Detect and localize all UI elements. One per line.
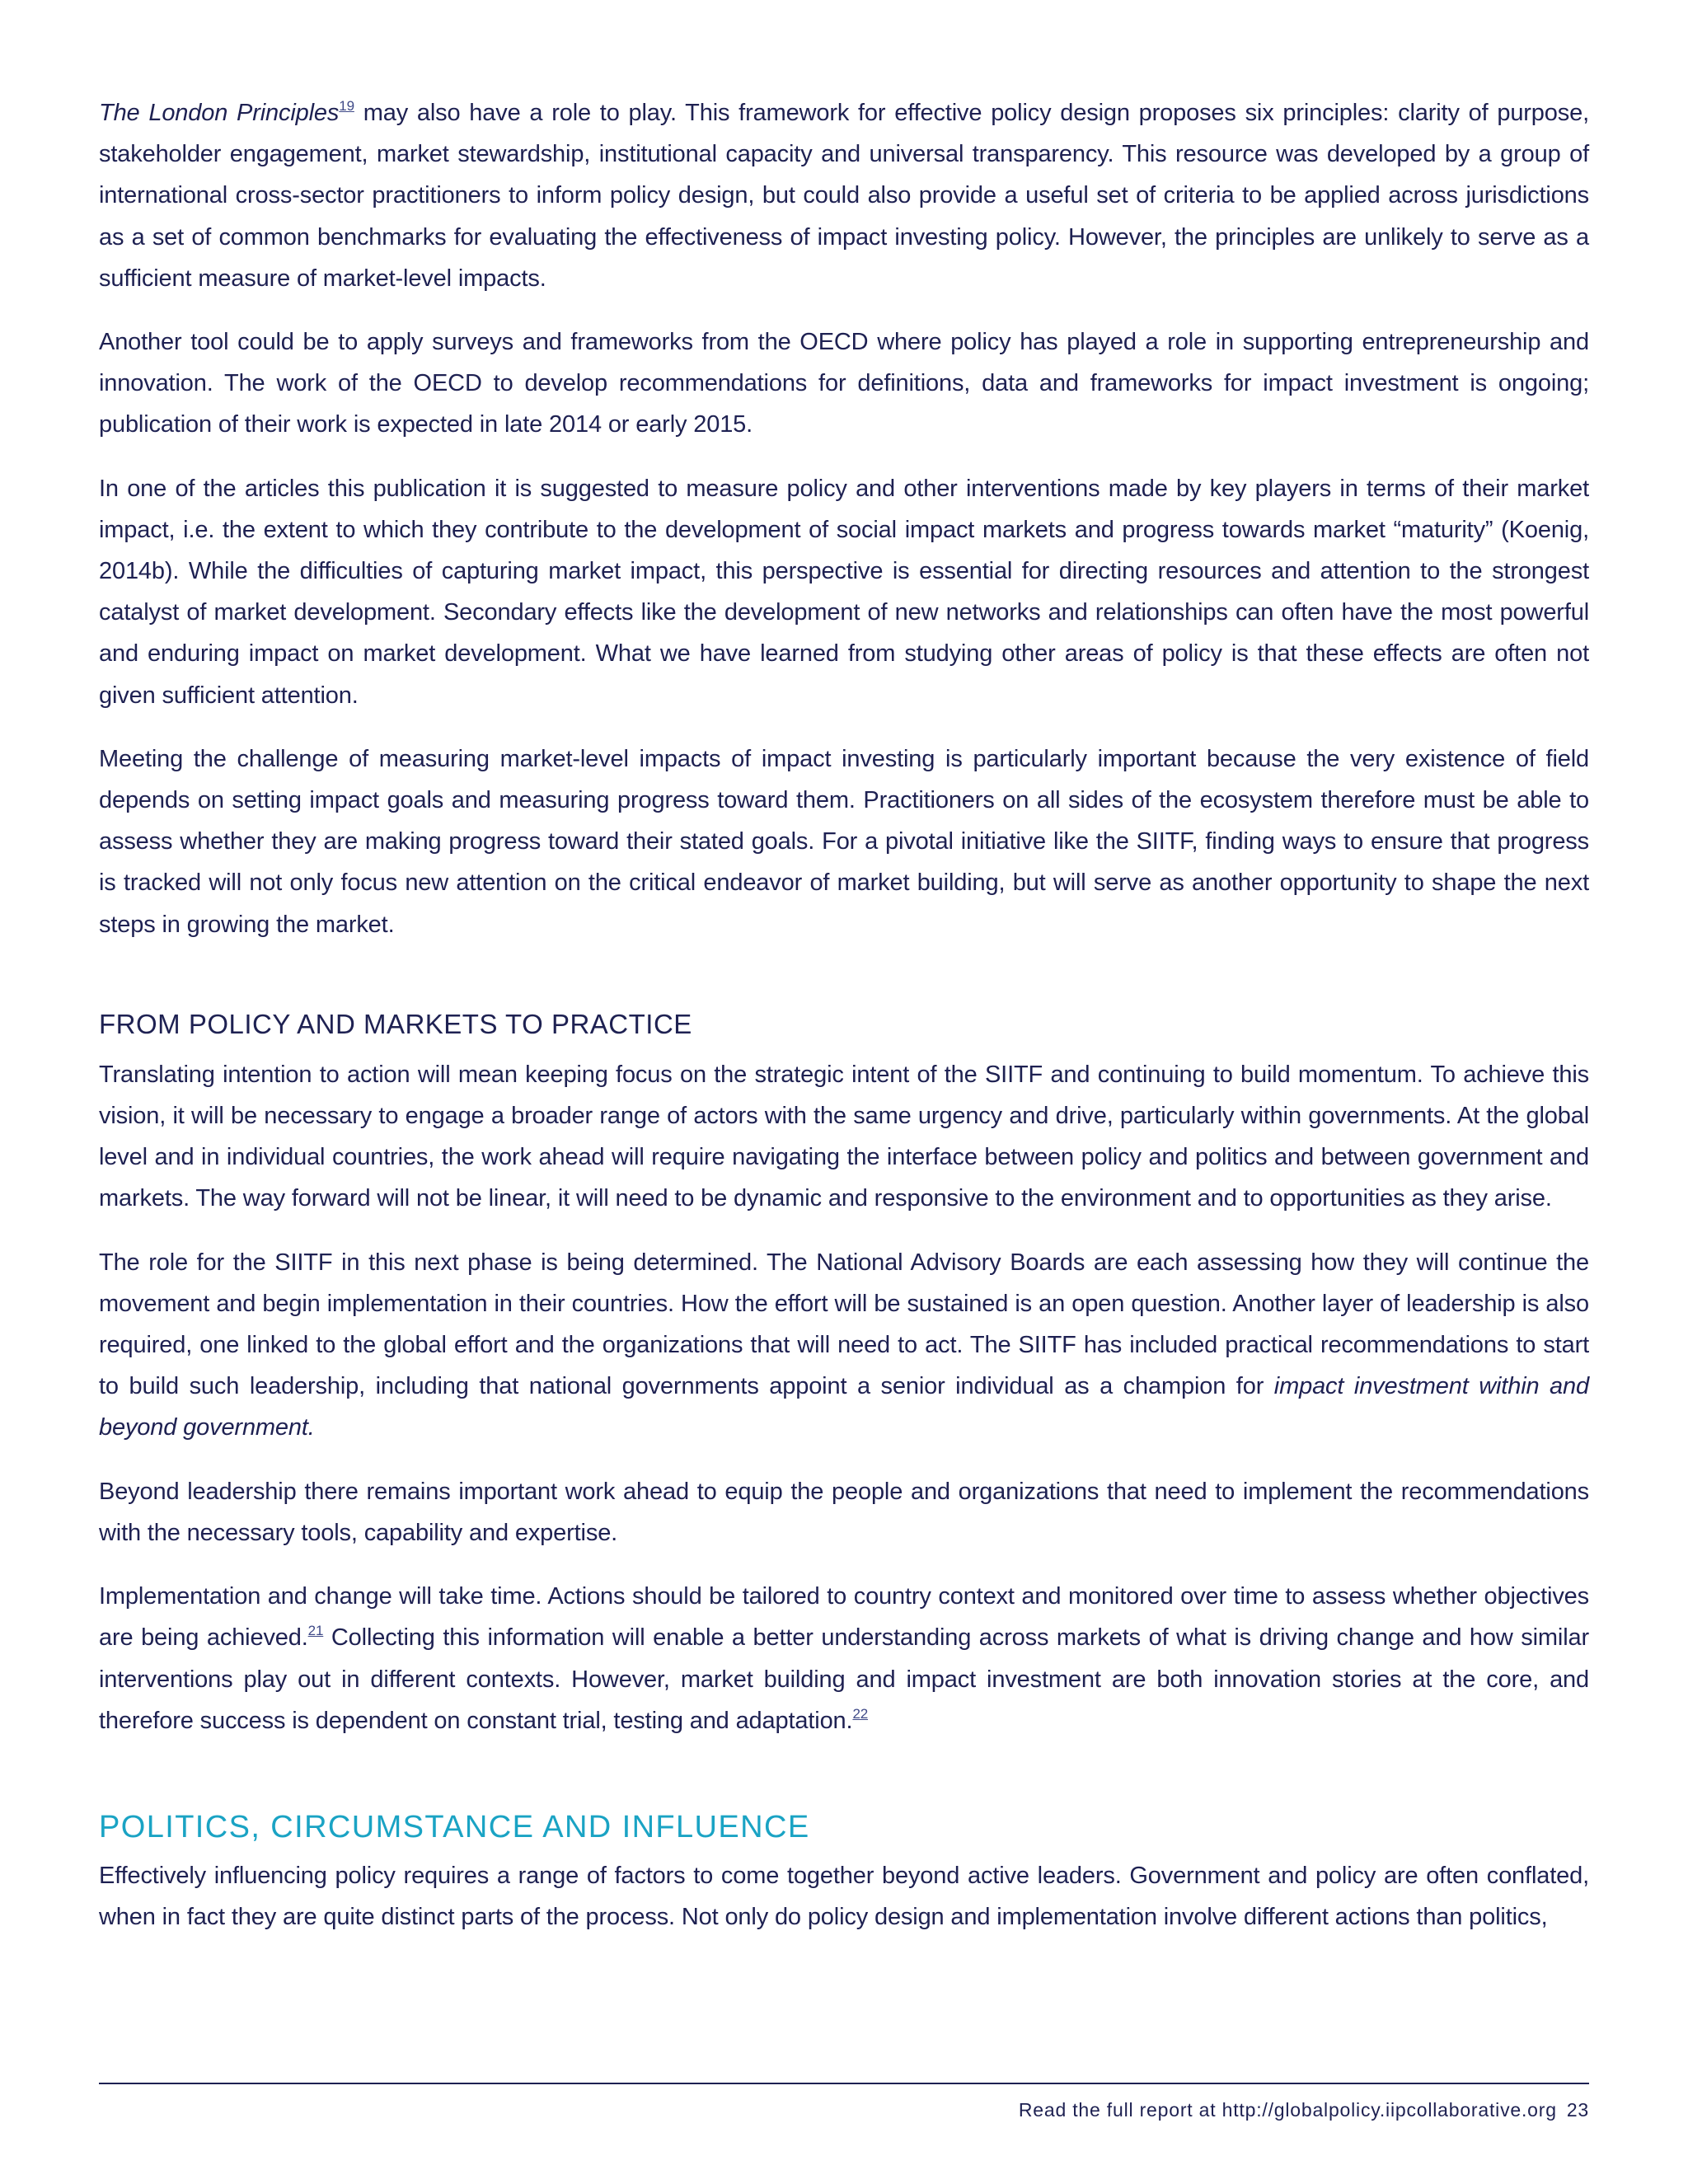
paragraph-implementation	[99, 1576, 1589, 1741]
london-principles-title: The London Principles	[99, 100, 340, 126]
paragraph-measurement-challenge: Meeting the challenge of measuring market-level impacts of impact investing is particularly important because the very existence of field depends on setting impact goals and measuring progress toward them. Practitioners on all sides of the ecosystem therefore must be able to assess whether they are making progress toward their stated goals. For a pivotal initiative like the SIITF, finding ways to ensure that progress is tracked will not only focus new attention on the critical endeavor of market building, but will serve as another opportunity to shape the next steps in growing the market.	[99, 745, 1589, 938]
paragraph-translating-intention: Translating intention to action will mean keeping focus on the strategic intent of the SIITF and continuing to build momentum. To achieve this vision, it will be necessary to engage a broader range of actors with the same urgency and drive, particularly within governments. At the global level and in individual countries, the work ahead will require navigating the interface between policy and politics and between government and markets. The way forward will not be linear, it will need to be dynamic and responsive to the environment and to opportunities as they arise.	[99, 1061, 1589, 1212]
italic-phrase: impact investment within and beyond government.	[99, 1373, 1589, 1441]
paragraph-london-principles	[99, 92, 1589, 299]
paragraph-beyond-leadership: Beyond leadership there remains important work ahead to equip the people and organizations that need to implement the recommendations with the necessary tools, capability and expertise.	[99, 1478, 1589, 1546]
paragraph-market-impact: In one of the articles this publication it is suggested to measure policy and other interventions made by key players in terms of their market impact, i.e. the extent to which they contribute to the development of social impact markets and progress towards market “maturity” (Koenig, 2014b). While the difficulties of capturing market impact, this perspective is essential for directing resources and attention to the strongest catalyst of market development. Secondary effects like the development of new networks and relationships can often have the most powerful and enduring impact on market development. What we have learned from studying other areas of policy is that these effects are often not given sufficient attention.	[99, 475, 1589, 709]
page-footer	[1019, 2098, 1589, 2121]
footer-divider	[99, 2083, 1589, 2084]
section-heading-policy-to-practice: FROM POLICY AND MARKETS TO PRACTICE	[99, 1008, 692, 1039]
footnote-ref-19[interactable]: 19	[339, 98, 354, 114]
document-page	[99, 92, 1589, 1960]
footer-report-link[interactable]: Read the full report at http://globalpolicy.iipcollaborative.org	[1018, 2099, 1557, 2121]
section-heading-politics: POLITICS, CIRCUMSTANCE AND INFLUENCE	[99, 1809, 810, 1844]
page-number: 23	[1566, 2099, 1589, 2121]
footnote-ref-21[interactable]: 21	[307, 1623, 324, 1639]
paragraph-influencing-policy: Effectively influencing policy requires a range of factors to come together beyond active leaders. Government and policy are often conflated, when in fact they are quite distinct parts of the process. Not only do policy design and implementation involve different actions than politics,	[99, 1862, 1589, 1931]
footnote-ref-22[interactable]: 22	[852, 1705, 869, 1722]
paragraph-oecd-tool: Another tool could be to apply surveys and frameworks from the OECD where policy has played a role in supporting entrepreneurship and innovation. The work of the OECD to develop recommendations for definitions, data and frameworks for impact investment is ongoing; publication of their work is expected in late 2014 or early 2015.	[99, 329, 1589, 438]
paragraph-siitf-role	[99, 1242, 1589, 1449]
paragraph-text: may also have a role to play. This framework for effective policy design proposes six principles: clarity of purpose, stakeholder engagement, market stewardship, institutional capacity and universal transparency. This resource was developed by a group of international cross-sector practitioners to inform policy design, but could also provide a useful set of criteria to be applied across jurisdictions as a set of common benchmarks for evaluating the effectiveness of impact investing policy. However, the principles are unlikely to serve as a sufficient measure of market-level impacts.	[99, 100, 1589, 292]
paragraph-text: The role for the SIITF in this next phase is being determined. The National Advisory Boards are each assessing how they will continue the movement and begin implementation in their countries. How the effort will be sustained is an open question. Another layer of leadership is also required, one linked to the global effort and the organizations that will need to act. The SIITF has included practical recommendations to start to build such leadership, including that national governments appoint a senior individual as a champion for	[99, 1249, 1589, 1400]
paragraph-text: Implementation and change will take time. Actions should be tailored to country context and monitored over time to assess whether objectives are being achieved.	[99, 1583, 1589, 1652]
paragraph-text: Collecting this information will enable a better understanding across markets of what is driving change and how similar interventions play out in different contexts. However, market building and impact investment are both innovation stories at the core, and therefore success is dependent on constant trial, testing and adaptation.	[99, 1624, 1590, 1734]
